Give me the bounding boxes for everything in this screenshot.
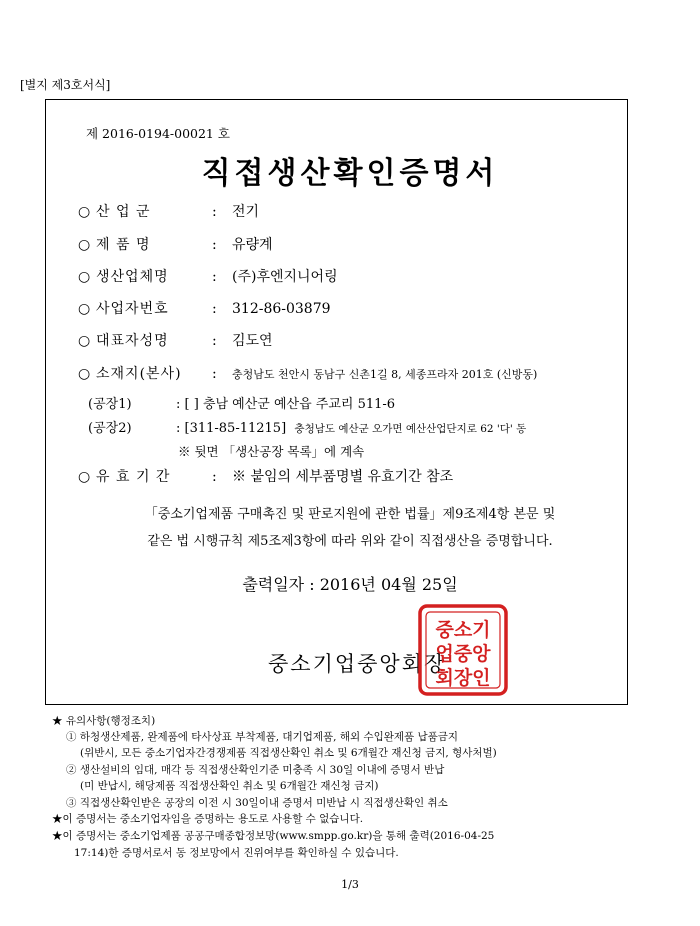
statement-line-2: 같은 법 시행규칙 제5조제3항에 따라 위와 같이 직접생산을 증명합니다. <box>147 534 553 549</box>
field-validity: ○ 유 효 기 간 : ※ 붙임의 세부품명별 유효기간 참조 <box>78 469 454 485</box>
factory-note: ※ 뒷면 「생산공장 목록」에 계속 <box>178 444 365 459</box>
svg-text:중소기: 중소기 <box>435 619 491 641</box>
circle-bullet-icon: ○ <box>78 333 91 349</box>
circle-bullet-icon: ○ <box>78 237 91 253</box>
field-industry: ○ 산 업 군 : 전기 <box>78 204 260 220</box>
field-value: 김도연 <box>232 333 273 349</box>
field-value: 전기 <box>232 204 260 220</box>
page-number: 1/3 <box>341 878 359 891</box>
issuer-name: 중소기업중앙회장 <box>268 652 447 676</box>
field-value: 유량계 <box>232 237 273 253</box>
factory-address: 충남 예산군 예산읍 주교리 511-6 <box>202 397 396 412</box>
certificate-number: 제 2016-0194-00021 호 <box>86 126 230 141</box>
circle-bullet-icon: ○ <box>78 469 91 485</box>
notice-item: ① 하청생산제품, 완제품에 타사상표 부착제품, 대기업제품, 해외 수입완제품 납품금지 <box>66 731 459 743</box>
factory-2: (공장2) : [311-85-11215] 충청남도 예산군 오가면 예산산업단지로 62 '다' 동 <box>88 421 527 436</box>
form-reference: [별지 제3호서식] <box>20 78 111 92</box>
circle-bullet-icon: ○ <box>78 366 91 382</box>
field-company: ○ 생산업체명 : (주)후엔지니어링 <box>78 269 338 285</box>
field-value: 충청남도 천안시 동남구 신촌1길 8, 세종프라자 201호 (신방동) <box>232 368 538 381</box>
notice-heading: ★ 유의사항(행정조치) <box>52 715 156 727</box>
notice-item: 17:14)한 증명서로서 동 정보망에서 진위여부를 확인하실 수 있습니다. <box>74 847 399 859</box>
issue-date: 출력일자 : 2016년 04월 25일 <box>242 575 458 594</box>
circle-bullet-icon: ○ <box>78 204 91 220</box>
field-representative: ○ 대표자성명 : 김도연 <box>78 333 273 349</box>
factory-address: 충청남도 예산군 오가면 예산산업단지로 62 '다' 동 <box>294 423 527 435</box>
factory-1: (공장1) : [ ] 충남 예산군 예산읍 주교리 511-6 <box>88 397 396 412</box>
notice-item: ② 생산설비의 임대, 매각 등 직접생산확인기준 미충족 시 30일 이내에 증명서 반납 <box>66 764 445 776</box>
svg-text:회장인: 회장인 <box>435 667 491 689</box>
notice-item: ★이 증명서는 중소기업자임을 증명하는 용도로 사용할 수 없습니다. <box>52 813 364 825</box>
field-value: (주)후엔지니어링 <box>232 269 338 285</box>
notice-item: ★이 증명서는 중소기업제품 공공구매종합정보망(www.smpp.go.kr)을 통해 출력(2016-04-25 <box>52 830 495 842</box>
circle-bullet-icon: ○ <box>78 269 91 285</box>
field-head-office: ○ 소재지(본사) : 충청남도 천안시 동남구 신촌1길 8, 세종프라자 201호 (신방동) <box>78 366 538 382</box>
field-product: ○ 제 품 명 : 유량계 <box>78 237 273 253</box>
circle-bullet-icon: ○ <box>78 301 91 317</box>
field-value: ※ 붙임의 세부품명별 유효기간 참조 <box>232 469 454 485</box>
notice-item: (위반시, 모든 중소기업자간경쟁제품 직접생산확인 취소 및 6개월간 재신청 금지, 형사처벌) <box>80 747 497 759</box>
notice-item: (미 반납시, 해당제품 직접생산확인 취소 및 6개월간 재신청 금지) <box>80 780 379 792</box>
svg-text:업중앙: 업중앙 <box>435 643 491 665</box>
field-business-number: ○ 사업자번호 : 312-86-03879 <box>78 301 331 317</box>
document-title: 직접생산확인증명서 <box>201 156 499 191</box>
field-value: 312-86-03879 <box>232 301 331 317</box>
statement-line-1: 「중소기업제품 구매촉진 및 판로지원에 관한 법률」제9조제4항 본문 및 <box>144 507 556 522</box>
notice-item: ③ 직접생산확인받은 공장의 이전 시 30일이내 증명서 미반납 시 직접생산확인 취소 <box>66 797 448 809</box>
official-seal-icon <box>418 604 508 696</box>
